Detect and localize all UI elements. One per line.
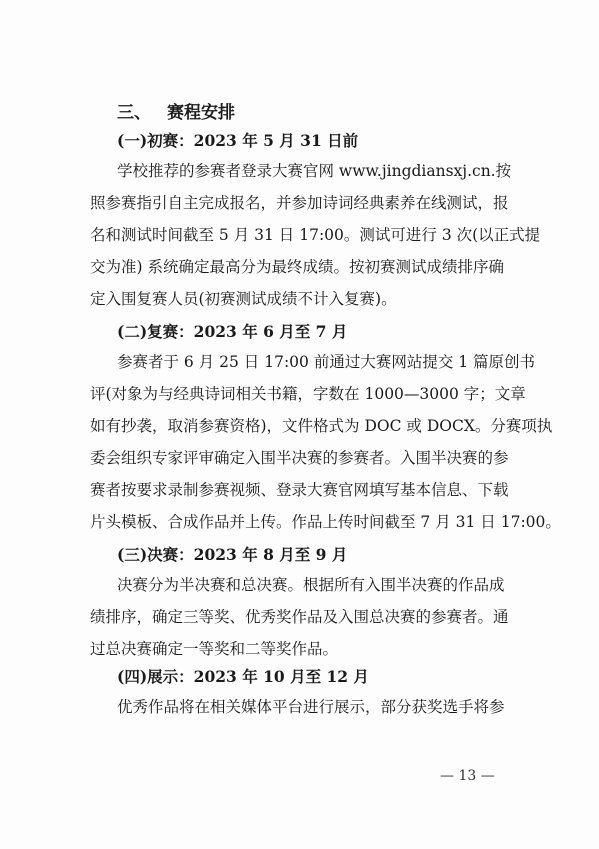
paragraph-line: 委会组织专家评审确定入围半决赛的参赛者。入围半决赛的参 — [90, 449, 509, 467]
section-title: 赛程安排 — [167, 103, 235, 123]
paragraph-line: 交为准) 系统确定最高分为最终成绩。按初赛测试成绩排序确 — [90, 258, 504, 276]
paragraph-line: 如有抄袭，取消参赛资格)，文件格式为 DOC 或 DOCX。分赛项执 — [90, 417, 553, 435]
stage-paragraph-final — [90, 569, 515, 665]
paragraph-line: 学校推荐的参赛者登录大赛官网 www.jingdiansxj.cn.按 — [117, 162, 512, 180]
paragraph-line: 优秀作品将在相关媒体平台进行展示，部分获奖选手将参 — [117, 698, 505, 716]
paragraph-line: 过总决赛确定一等奖和二等奖作品。 — [90, 640, 339, 658]
paragraph-line: 绩排序，确定三等奖、优秀奖作品及入围总决赛的参赛者。通 — [90, 608, 509, 626]
paragraph-line: 定入围复赛人员(初赛测试成绩不计入复赛)。 — [90, 290, 397, 308]
stage-paragraph-semifinal — [90, 346, 561, 538]
paragraph-line: 照参赛指引自主完成报名，并参加诗词经典素养在线测试，报 — [90, 194, 509, 212]
stage-heading-showcase: (四)展示：2023 年 10 月至 12 月 — [117, 667, 369, 686]
paragraph-line: 评(对象为与经典诗词相关书籍，字数在 1000—3000 字；文章 — [90, 385, 526, 403]
paragraph-line: 决赛分为半决赛和总决赛。根据所有入围半决赛的作品成 — [117, 576, 505, 594]
stage-heading-final: (三)决赛：2023 年 8 月至 9 月 — [117, 545, 348, 564]
paragraph-line: 名和测试时间截至 5 月 31 日 17:00。测试可进行 3 次(以正式提 — [90, 226, 541, 244]
paragraph-line: 片头模板、合成作品并上传。作品上传时间截至 7 月 31 日 17:00。 — [90, 513, 561, 531]
section-heading — [117, 98, 235, 123]
section-number: 三、 — [117, 103, 151, 123]
paragraph-line: 参赛者于 6 月 25 日 17:00 前通过大赛网站提交 1 篇原创书 — [117, 353, 536, 371]
page-number: — 13 — — [440, 768, 495, 784]
stage-paragraph-preliminary — [90, 155, 541, 315]
paragraph-line: 赛者按要求录制参赛视频、登录大赛官网填写基本信息、下载 — [90, 481, 509, 499]
stage-paragraph-showcase — [90, 691, 515, 723]
stage-heading-preliminary: (一)初赛：2023 年 5 月 31 日前 — [117, 131, 359, 150]
stage-heading-semifinal: (二)复赛：2023 年 6 月至 7 月 — [117, 322, 348, 341]
